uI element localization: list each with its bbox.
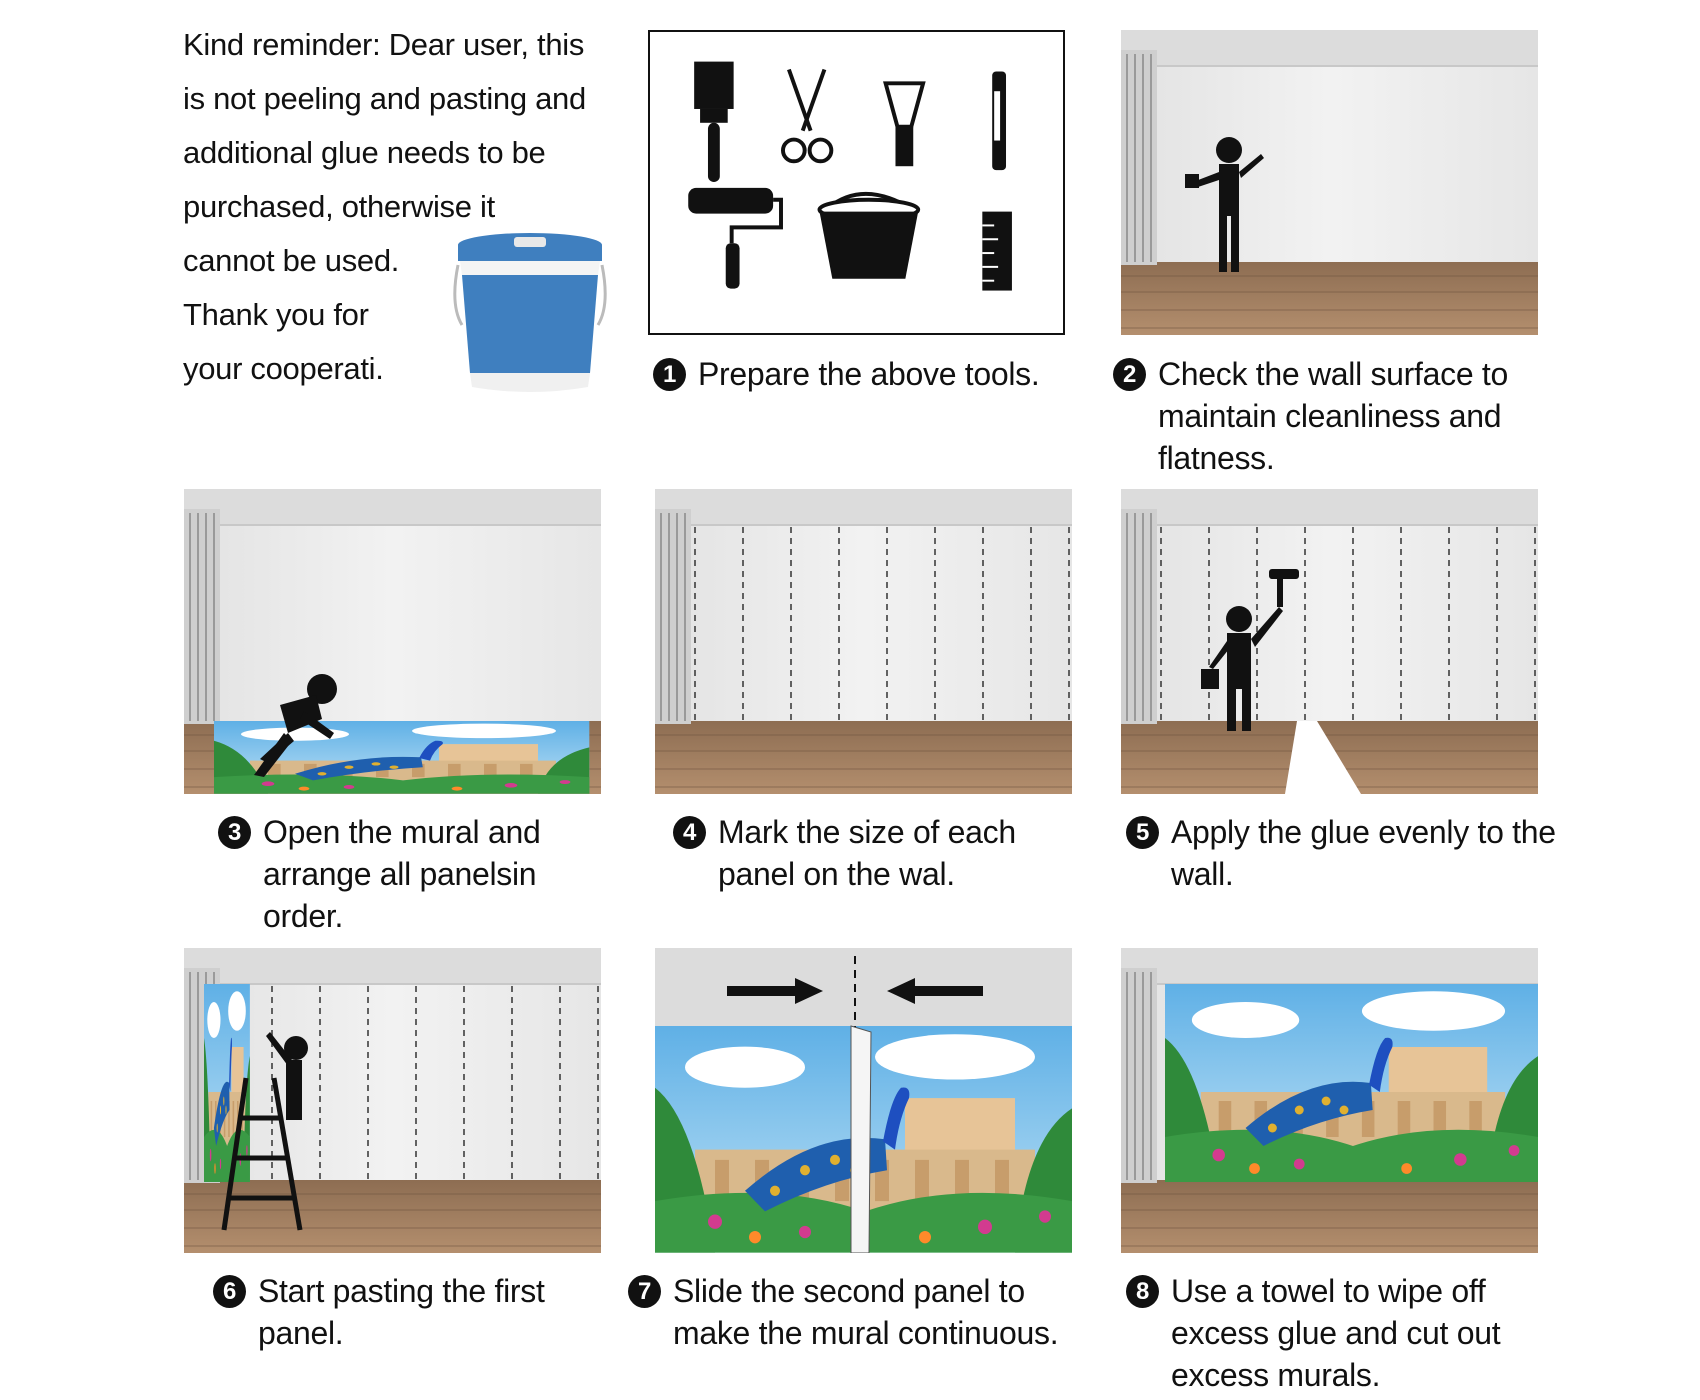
step-3-image: [184, 489, 601, 794]
reminder-line: Kind reminder: Dear user, this: [183, 27, 585, 62]
scissors-icon: [783, 70, 831, 162]
step-text: Prepare the above tools.: [698, 356, 1040, 392]
step-text: Open the mural and arrange all panelsin order.: [263, 814, 541, 934]
step-caption: [1113, 353, 1543, 479]
step-caption: [673, 811, 1083, 895]
reminder-line: cannot be used.: [183, 243, 400, 278]
step-text: Apply the glue evenly to the wall.: [1171, 814, 1556, 892]
step-caption: [1126, 811, 1556, 895]
step-text: Use a towel to wipe off excess glue and cut out excess murals.: [1171, 1273, 1501, 1393]
step-text: Slide the second panel to make the mural continuous.: [673, 1273, 1059, 1351]
reminder-line: purchased, otherwise it: [183, 189, 495, 224]
step-number: 5: [1126, 816, 1159, 849]
step-number: 6: [213, 1275, 246, 1308]
step-7-image: [655, 948, 1072, 1253]
step-6-image: [184, 948, 601, 1253]
ruler-icon: [982, 212, 1012, 291]
step-text: Mark the size of each panel on the wal.: [718, 814, 1016, 892]
step-text: Check the wall surface to maintain cleanliness and flatness.: [1158, 356, 1509, 476]
step-4-image: [655, 489, 1072, 794]
step-number: 1: [653, 358, 686, 391]
paint-roller-icon: [688, 188, 781, 289]
reminder-line: your cooperati.: [183, 351, 384, 386]
step-8-image: [1121, 948, 1538, 1253]
glue-bucket-icon: [450, 225, 610, 400]
step-number: 8: [1126, 1275, 1159, 1308]
utility-knife-icon: [992, 71, 1006, 170]
step-number: 7: [628, 1275, 661, 1308]
tools-box: [648, 30, 1065, 335]
reminder-line: Thank you for: [183, 297, 369, 332]
step-caption: [1126, 1270, 1556, 1396]
reminder-line: is not peeling and pasting and: [183, 81, 586, 116]
step-caption: [213, 1270, 613, 1354]
step-2-image: [1121, 30, 1538, 335]
step-caption: [628, 1270, 1108, 1354]
step-caption: [653, 353, 1093, 395]
reminder-line: additional glue needs to be: [183, 135, 546, 170]
step-number: 3: [218, 816, 251, 849]
paintbrush-icon: [694, 62, 733, 182]
step-number: 4: [673, 816, 706, 849]
step-5-image: [1121, 489, 1538, 794]
step-text: Start pasting the first panel.: [258, 1273, 545, 1351]
bucket-icon: [819, 194, 918, 279]
scraper-icon: [886, 83, 924, 166]
step-caption: [218, 811, 618, 937]
step-number: 2: [1113, 358, 1146, 391]
